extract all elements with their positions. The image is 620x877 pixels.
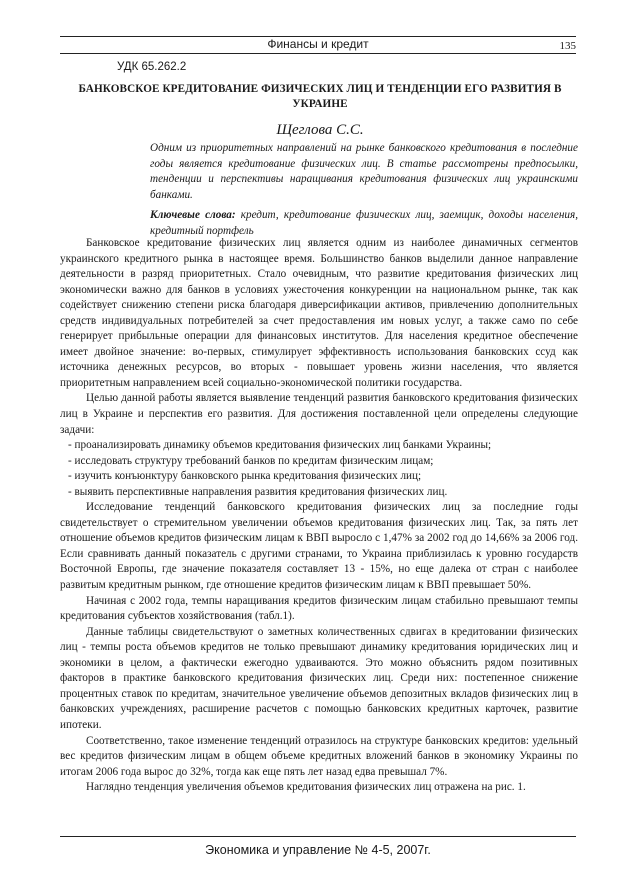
running-header (60, 36, 576, 56)
abstract: Одним из приоритетных направлений на рынке банковского кредитования в последние годы является кредитование физических лиц. В статье рассмотрены предпосылки, тенденции и перспективы наращивания кредитования физических лиц украинскими банками. (150, 142, 578, 201)
article-body (60, 236, 578, 796)
paragraph-since-2002: Начиная с 2002 года, темпы наращивания кредитов физическим лицам стабильно превышают темпы кредитования субъектов хозяйствования (табл.1). (60, 594, 578, 623)
paragraph-research: Исследование тенденций банковского кредитования физических лиц за последние годы свидетельствует о стремительном увеличении объемов кредитования физических лиц. Так, за пять лет отношение объемов кредитов физическим лицам к ВВП выросло с 1,47% за 2002 год до 14,66% за 2006 год. Если сравнивать данный показатель с другими странами, то Украина приблизилась к уровню государств Восточной Европы, где значение показателя составляет 13 - 15%, но еще далека от стран с наиболее развитым кредитным рынком, где отношение кредитов физическим лицам к ВВП превышает 50%. (60, 501, 578, 592)
task-item: - исследовать структуру требований банков по кредитам физическим лицам; (68, 454, 434, 467)
keywords (150, 208, 578, 239)
udc-code: УДК 65.262.2 (117, 61, 187, 73)
keywords-text: кредит, кредитование физических лиц, заемщик, доходы населения, кредитный портфель (150, 209, 578, 237)
paragraph-figure-ref: Наглядно тенденция увеличения объемов кредитования физических лиц отражена на рис. 1. (86, 781, 526, 794)
header-rule-bottom (60, 53, 576, 54)
task-item: - выявить перспективные направления развития кредитования физических лиц. (68, 485, 448, 498)
paragraph-structure: Соответственно, такое изменение тенденций отразилось на структуре банковских кредитов: удельный вес кредитов физическим лицам в общем объеме кредитных вложений банков в экономику Украины по итогам 2006 года вырос до 32%, тогда как еще пять лет назад едва превышал 7%. (60, 734, 578, 778)
task-item: - проанализировать динамику объемов кредитования физических лиц банками Украины; (68, 439, 492, 452)
section-title: Финансы и кредит (267, 37, 369, 51)
paragraph-goal: Целью данной работы является выявление тенденций развития банковского кредитования физических лиц в Украине и перспектив его развития. Для достижения поставленной цели определены следующие задачи: (60, 392, 578, 436)
article-title: БАНКОВСКОЕ КРЕДИТОВАНИЕ ФИЗИЧЕСКИХ ЛИЦ И ТЕНДЕНЦИИ ЕГО РАЗВИТИЯ В УКРАИНЕ (78, 83, 562, 110)
task-list (60, 438, 578, 500)
journal-issue: Экономика и управление № 4-5, 2007г. (205, 843, 431, 857)
keywords-label: Ключевые слова: (150, 209, 236, 221)
article-author: Щеглова С.С. (276, 122, 364, 138)
task-item: - изучить конъюнктуру банковского рынка кредитования физических лиц; (68, 470, 422, 483)
running-footer (60, 836, 576, 860)
footer-rule (60, 836, 576, 837)
paragraph-table-data: Данные таблицы свидетельствуют о заметных количественных сдвигах в кредитовании физических лиц - темпы роста объемов кредитов не только превышают динамику кредитования юридических лиц и экономики в целом, а фактически ежегодно удваиваются. Это можно объяснить рядом позитивных факторов в практике банковского кредитования физических лиц. Среди них: постепенное снижение процентных ставок по кредитам, значительное увеличение объемов депозитных вкладов физических лиц в банковских учреждениях, расширение расчетов с помощью банковских кредитных карточек, развитие ипотеки. (60, 625, 578, 731)
paragraph-intro: Банковское кредитование физических лиц является одним из наиболее динамичных сегментов украинского кредитного рынка в настоящее время. Большинство банков выделили данное направление деятельности в разряд приоритетных. Стало очевидным, что развитие кредитования физических лиц экономически важно для банков в условиях ужесточения конкуренции на национальном рынке, так как содействует снижению степени риска благодаря диверсификации активов, привлечению дополнительных средств индивидуальных потребителей за счет предоставления им новых услуг, а также само по себе генерирует прибыльные операции для финансовых институтов. Для населения кредитное обеспечение имеет двойное значение: во-первых, стимулирует эффективность использования банковских ссуд как источника денежных ресурсов, во вторых - повышает уровень жизни населения, что является приоритетным направлением всей социально-экономической политики государства. (60, 237, 578, 389)
page-number: 135 (559, 40, 576, 52)
